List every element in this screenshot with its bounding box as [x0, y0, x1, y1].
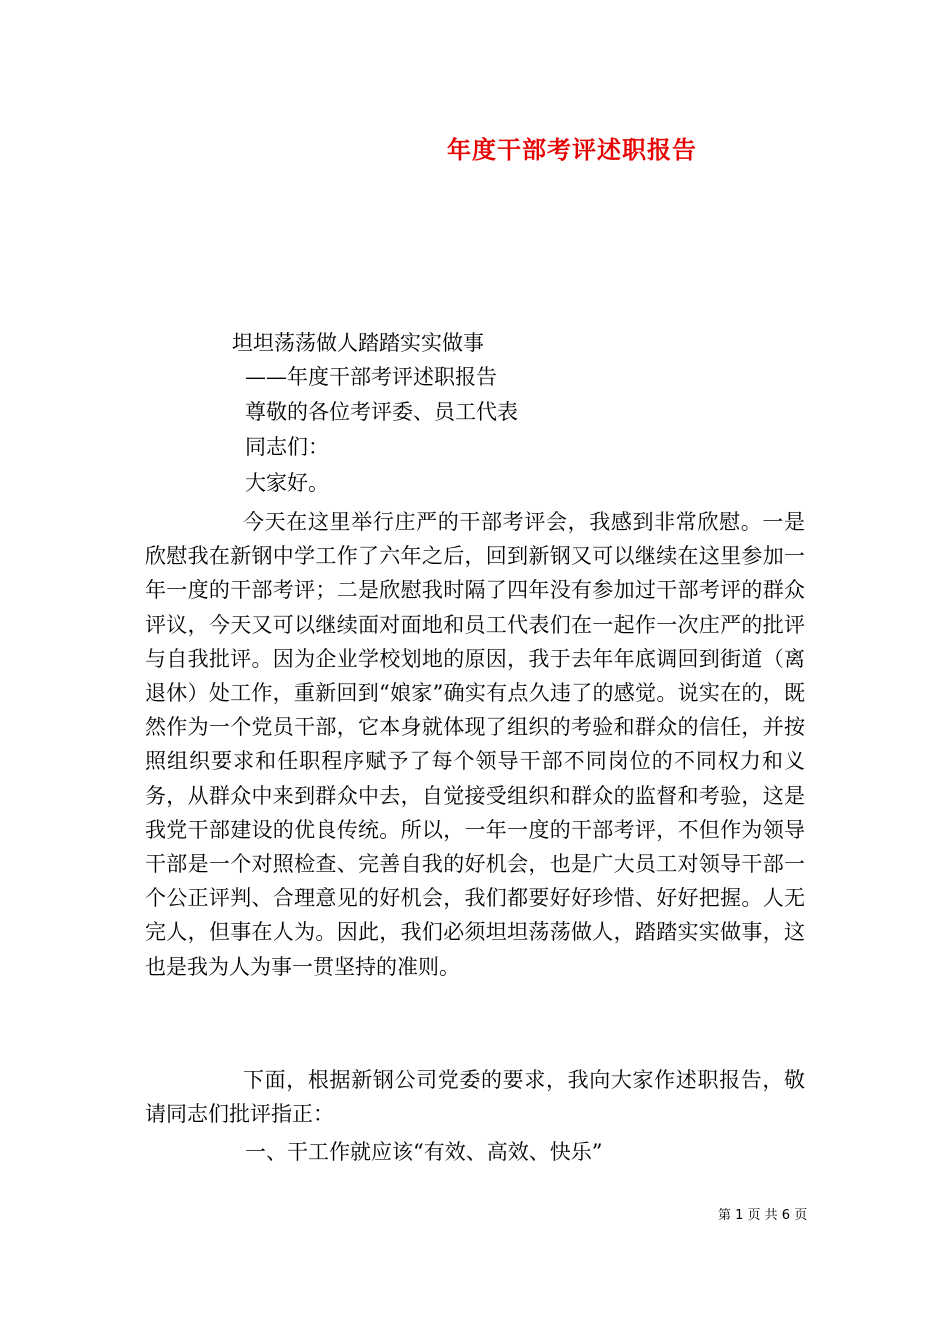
section-heading: 一、干工作就应该“有效、高效、快乐”	[245, 1140, 603, 1164]
salutation-line-1: 尊敬的各位考评委、员工代表	[245, 400, 518, 424]
subtitle-line: ——年度干部考评述职报告	[245, 365, 497, 389]
document-title: 年度干部考评述职报告	[447, 135, 697, 164]
body-paragraph-2: 下面，根据新钢公司党委的要求，我向大家作述职报告，敬请同志们批评指正：	[145, 1068, 805, 1127]
page-number-footer: 第 1 页 共 6 页	[718, 1208, 808, 1223]
heading-line: 坦坦荡荡做人踏踏实实做事	[232, 331, 484, 355]
salutation-line-2: 同志们：	[245, 435, 329, 459]
greeting-line: 大家好。	[245, 471, 329, 495]
body-paragraph-1: 今天在这里举行庄严的干部考评会，我感到非常欣慰。一是欣慰我在新钢中学工作了六年之后，回到新钢又可以继续在这里参加一年一度的干部考评；二是欣慰我时隔了四年没有参加过干部考评的群众评议，今天又可以继续面对面地和员工代表们在一起作一次庄严的批评与自我批评。因为企业学校划地的原因，我于去年年底调回到街道（离退休）处工作，重新回到“娘家”确实有点久违了的感觉。说实在的，既然作为一个党员干部，它本身就体现了组织的考验和群众的信任，并按照组织要求和任职程序赋予了每个领导干部不同岗位的不同权力和义务，从群众中来到群众中去，自觉接受组织和群众的监督和考验，这是我党干部建设的优良传统。所以，一年一度的干部考评，不但作为领导干部是一个对照检查、完善自我的好机会，也是广大员工对领导干部一个公正评判、合理意见的好机会，我们都要好好珍惜、好好把握。人无完人，但事在人为。因此，我们必须坦坦荡荡做人，踏踏实实做事，这也是我为人为事一贯坚持的准则。	[145, 510, 805, 979]
